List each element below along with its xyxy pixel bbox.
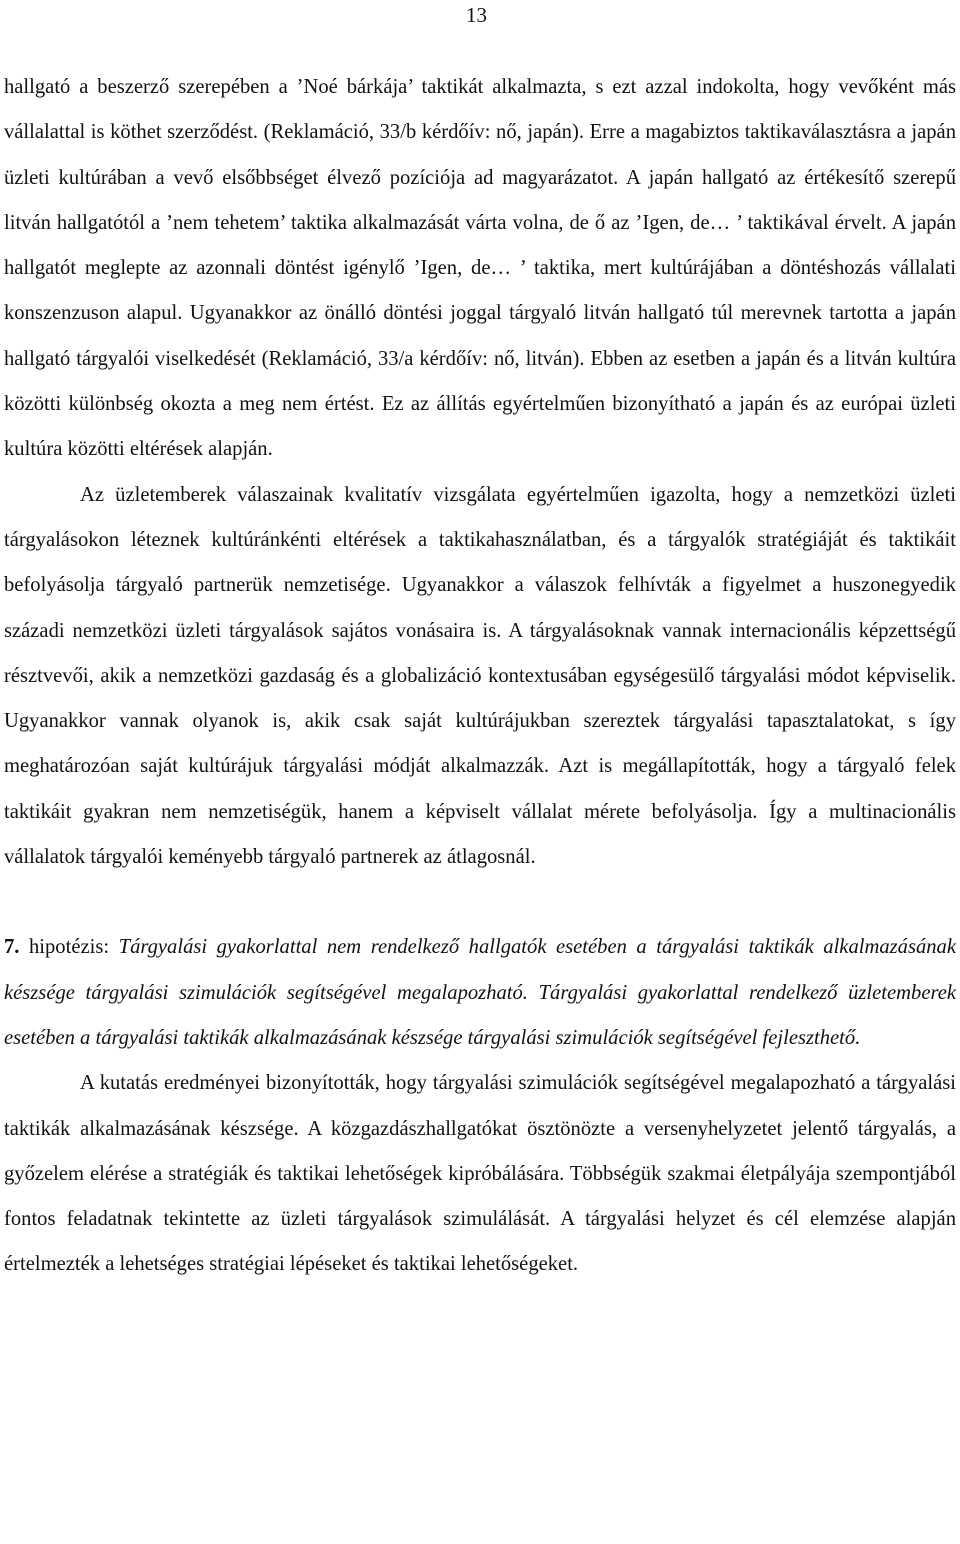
paragraph-research-results: A kutatás eredményei bizonyították, hogy tárgyalási szimulációk segítségével megalapozható a tárgyalási taktikák alkalmazásának készsége. A közgazdászhallgatókat ösztönözte a versenyhelyzetet jelentő tárgyalás, a győzelem elérése a stratégiák és taktikai lehetőségek kipróbálására. Többségük szakmai életpályája szempontjából fontos feladatnak tekintette az üzleti tárgyalások szimulálását. A tárgyalási helyzet és cél elemzése alapján értelmezték a lehetséges stratégiai lépéseket és taktikai lehetőségeket. bbox=[4, 1072, 956, 1276]
hypothesis-text: Tárgyalási gyakorlattal nem rendelkező hallgatók esetében a tárgyalási taktikák alkalmazásának készsége tárgyalási szimulációk segítségével megalapozható. Tárgyalási gyakorlattal rendelkező üzletemberek esetében a tárgyalási taktikák alkalmazásának készsége tárgyalási szimulációk segítségével fejleszthető. bbox=[4, 936, 956, 1049]
paragraph-business-responses: Az üzletemberek válaszainak kvalitatív vizsgálata egyértelműen igazolta, hogy a nemzetközi üzleti tárgyalásokon léteznek kultúránkénti eltérések a taktikahasználatban, és a tárgyalók stratégiáját és taktikáit befolyásolja tárgyaló partnerük nemzetisége. Ugyanakkor a válaszok felhívták a figyelmet a huszonegyedik századi nemzetközi üzleti tárgyalások sajátos vonásaira is. A tárgyalásoknak vannak internacionális képzettségű résztvevői, akik a nemzetközi gazdaság és a globalizáció kontextusában egységesülő tárgyalási módot képviselik. Ugyanakkor vannak olyanok is, akik csak saját kultúrájukban szereztek tárgyalási tapasztalatokat, s így meghatározóan saját kultúrájuk tárgyalási módját alkalmazzák. Azt is megállapították, hogy a tárgyaló felek taktikáit gyakran nem nemzetiségük, hanem a képviselt vállalat mérete befolyásolja. Így a multinacionális vállalatok tárgyalói keményebb tárgyaló partnerek az átlagosnál. bbox=[4, 483, 956, 869]
hypothesis-paragraph bbox=[4, 925, 956, 1061]
paragraph-continuation: hallgató a beszerző szerepében a ’Noé bárkája’ taktikát alkalmazta, s ezt azzal indokolta, hogy vevőként más vállalattal is köthet szerződést. (Reklamáció, 33/b kérdőív: nő, japán). Erre a magabiztos taktikaválasztásra a japán üzleti kultúrában a vevő elsőbbséget élvező pozíciója ad magyarázatot. A japán hallgató az értékesítő szerepű litván hallgatótól a ’nem tehetem’ taktika alkalmazását várta volna, de ő az ’Igen, de… ’ taktikával érvelt. A japán hallgatót meglepte az azonnali döntést igénylő ’Igen, de… ’ taktika, mert kultúrájában a döntéshozás vállalati konszenzuson alapul. Ugyanakkor az önálló döntési joggal tárgyaló litván hallgató túl merevnek tartotta a japán hallgató tárgyalói viselkedését (Reklamáció, 33/a kérdőív: nő, litván). Ebben az esetben a japán és a litván kultúra közötti különbség okozta a meg nem értést. Ez az állítás egyértelműen bizonyítható a japán és az európai üzleti kultúra közötti eltérések alapján. bbox=[4, 76, 956, 461]
hypothesis-number: 7. bbox=[4, 936, 20, 959]
hypothesis-label: hipotézis: bbox=[19, 936, 119, 959]
page-number: 13 bbox=[466, 3, 487, 27]
body-text bbox=[4, 65, 956, 1288]
